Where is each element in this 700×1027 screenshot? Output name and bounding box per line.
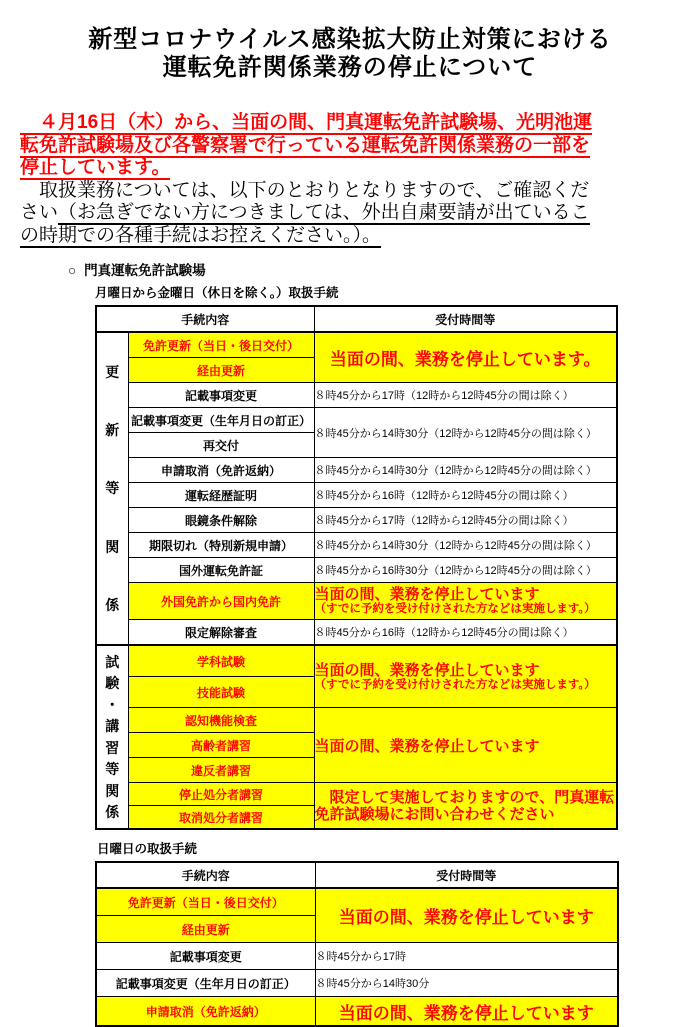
time-cell: ８時45分から16時（12時から12時45分の間は除く） bbox=[314, 483, 617, 508]
suspended-notice-cell: 当面の間、業務を停止しています bbox=[315, 888, 618, 943]
time-cell: ８時45分から14時30分 bbox=[315, 970, 618, 997]
note-line1: 取扱業務については、以下のとおりとなりますので、ご確認くだ bbox=[20, 179, 590, 201]
table-row bbox=[96, 332, 617, 358]
table-row bbox=[96, 997, 618, 1027]
note-line3-underlined: の時期での各種手続はお控えください。）。 bbox=[20, 224, 382, 246]
suspended-notice-cell: 当面の間、業務を停止しています bbox=[315, 997, 618, 1027]
suspended-main-text: 当面の間、業務を停止しています bbox=[314, 661, 540, 679]
header-time: 受付時間等 bbox=[314, 306, 617, 332]
procedure-cell: 申請取消（免許返納） bbox=[128, 458, 314, 483]
time-cell: ８時45分から14時30分（12時から12時45分の間は除く） bbox=[314, 458, 617, 483]
procedure-cell: 認知機能検査 bbox=[128, 708, 314, 733]
procedure-cell: 記載事項変更（生年月日の訂正） bbox=[128, 408, 314, 433]
suspension-notice bbox=[20, 112, 682, 180]
time-cell: ８時45分から17時 bbox=[315, 943, 618, 970]
sunday-table bbox=[95, 861, 619, 1027]
circle-marker: ○ bbox=[68, 263, 77, 278]
vertical-group-label-exams: 試 験 ・ 講 習 等 関 係 bbox=[96, 645, 128, 829]
procedure-cell: 停止処分者講習 bbox=[128, 783, 314, 806]
suspended-notice-cell: 当面の間、業務を停止しています bbox=[314, 708, 617, 783]
notice-line3: 停止しています。 bbox=[20, 157, 171, 178]
table-row bbox=[96, 583, 617, 620]
procedure-cell: 再交付 bbox=[128, 433, 314, 458]
table-row bbox=[96, 383, 617, 408]
weekday-table bbox=[95, 305, 618, 830]
time-cell: ８時45分から16時（12時から12時45分の間は除く） bbox=[314, 620, 617, 646]
time-cell: ８時45分から14時30分（12時から12時45分の間は除く） bbox=[314, 408, 617, 458]
table-row bbox=[96, 533, 617, 558]
suspended-main-text: 当面の間、業務を停止しています bbox=[314, 586, 540, 603]
procedure-cell: 運転経歴証明 bbox=[128, 483, 314, 508]
handling-note bbox=[20, 180, 682, 248]
procedure-cell: 経由更新 bbox=[96, 916, 315, 943]
sunday-header-row bbox=[96, 862, 618, 888]
time-cell: ８時45分から14時30分（12時から12時45分の間は除く） bbox=[314, 533, 617, 558]
time-cell: ８時45分から17時（12時から12時45分の間は除く） bbox=[314, 383, 617, 408]
procedure-cell: 免許更新（当日・後日交付） bbox=[96, 888, 315, 916]
header-procedure: 手続内容 bbox=[96, 862, 315, 888]
weekday-caption: 月曜日から金曜日（休日を除く。）取扱手続 bbox=[95, 286, 339, 300]
notice-line2: 転免許試験場及び各警察署で行っている運転免許関係業務の一部を bbox=[20, 134, 591, 156]
sunday-caption: 日曜日の取扱手続 bbox=[97, 842, 198, 856]
procedure-cell: 限定解除審査 bbox=[128, 620, 314, 646]
table-row bbox=[96, 508, 617, 533]
time-cell: ８時45分から17時（12時から12時45分の間は除く） bbox=[314, 508, 617, 533]
vertical-group-label-renewal: 更 新 等 関 係 bbox=[96, 332, 128, 645]
site-name: 門真運転免許試験場 bbox=[84, 263, 206, 278]
page-title bbox=[0, 26, 700, 82]
page-title-line1: 新型コロナウイルス感染拡大防止対策における bbox=[88, 26, 612, 53]
procedure-cell: 期限切れ（特別新規申請） bbox=[128, 533, 314, 558]
procedure-cell: 違反者講習 bbox=[128, 758, 314, 783]
suspended-notice-cell bbox=[314, 583, 617, 620]
time-cell: ８時45分から16時30分（12時から12時45分の間は除く） bbox=[314, 558, 617, 583]
procedure-cell: 経由更新 bbox=[128, 358, 314, 383]
header-time: 受付時間等 bbox=[315, 862, 618, 888]
table-row bbox=[96, 458, 617, 483]
procedure-cell: 技能試験 bbox=[128, 677, 314, 708]
procedure-cell: 高齢者講習 bbox=[128, 733, 314, 758]
suspended-sub-text: （すでに予約を受け付けされた方などは実施します。） bbox=[314, 678, 596, 691]
table-row bbox=[96, 708, 617, 733]
suspended-sub-text: （すでに予約を受け付けされた方などは実施します。） bbox=[314, 603, 596, 615]
table-row bbox=[96, 888, 618, 916]
site-section-heading bbox=[68, 259, 700, 279]
procedure-cell: 記載事項変更 bbox=[96, 943, 315, 970]
procedure-cell: 学科試験 bbox=[128, 645, 314, 677]
header-procedure: 手続内容 bbox=[96, 306, 314, 332]
procedure-cell: 申請取消（免許返納） bbox=[96, 997, 315, 1027]
weekday-header-row bbox=[96, 306, 617, 332]
table-row bbox=[96, 970, 618, 997]
procedure-cell: 取消処分者講習 bbox=[128, 806, 314, 830]
note-line2-underlined: （お急ぎでない方につきましては、外出自粛要請が出ているこ bbox=[58, 202, 590, 223]
table-row bbox=[96, 645, 617, 677]
table-row bbox=[96, 620, 617, 646]
limited-notice-cell: 限定して実施しておりますので、門真運転免許試験場にお問い合わせください bbox=[314, 783, 617, 830]
table-row bbox=[96, 558, 617, 583]
page-title-line2: 運転免許関係業務の停止について bbox=[162, 54, 538, 81]
procedure-cell: 外国免許から国内免許 bbox=[128, 583, 314, 620]
procedure-cell: 眼鏡条件解除 bbox=[128, 508, 314, 533]
procedure-cell: 記載事項変更（生年月日の訂正） bbox=[96, 970, 315, 997]
procedure-cell: 国外運転免許証 bbox=[128, 558, 314, 583]
note-line2-plain: さい bbox=[20, 202, 59, 223]
suspended-notice-cell bbox=[314, 645, 617, 708]
table-row bbox=[96, 943, 618, 970]
table-row bbox=[96, 783, 617, 806]
procedure-cell: 記載事項変更 bbox=[128, 383, 314, 408]
notice-line1: ４月16日（木）から、当面の間、門真運転免許試験場、光明池運 bbox=[20, 112, 593, 133]
procedure-cell: 免許更新（当日・後日交付） bbox=[128, 332, 314, 358]
table-row bbox=[96, 408, 617, 433]
table-row bbox=[96, 483, 617, 508]
intro bbox=[20, 112, 682, 247]
suspended-notice-cell: 当面の間、業務を停止しています。 bbox=[314, 332, 617, 383]
